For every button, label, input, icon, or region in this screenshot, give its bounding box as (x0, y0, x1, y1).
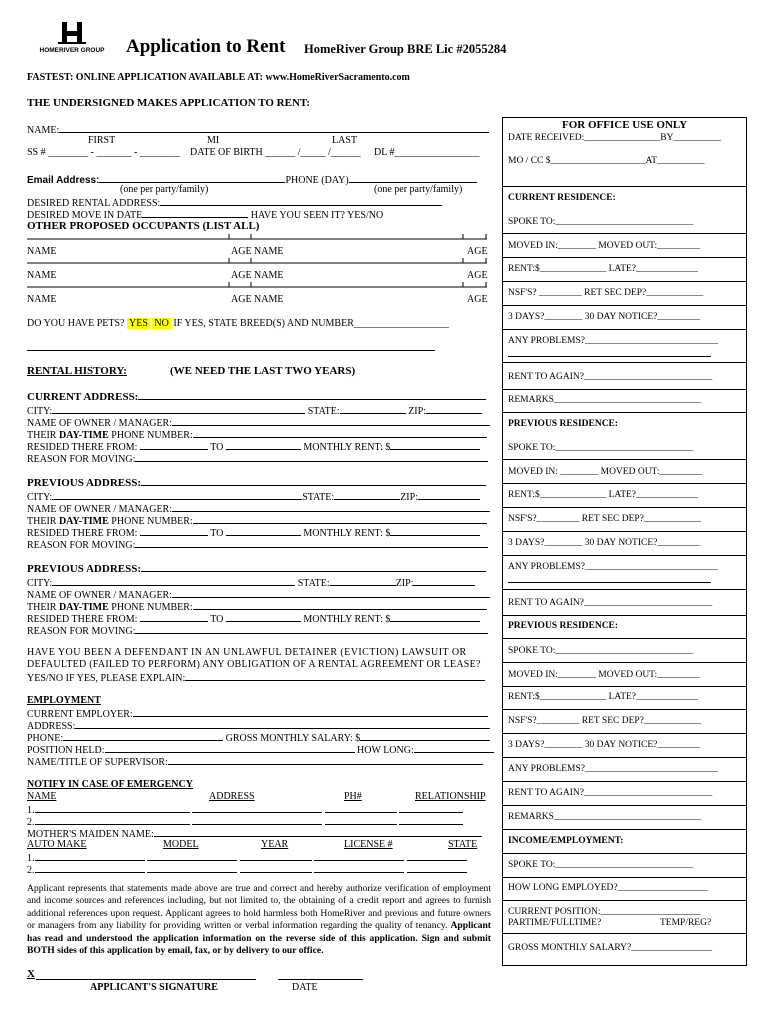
daytime-bold: DAY-TIME (58, 430, 109, 441)
gross-salary-label: GROSS MONTHLY SALARY: $ (225, 733, 361, 744)
office-sep (502, 877, 747, 878)
company-logo (39, 22, 105, 62)
owner-label: NAME OF OWNER / MANAGER: (27, 504, 172, 515)
auto-make-1[interactable] (35, 851, 145, 861)
defendant-line-2: DEFAULTED (FAILED TO PERFORM) ANY OBLIGATION OF A RENTAL AGREEMENT OR LEASE? (27, 659, 481, 670)
auto-license-2[interactable] (314, 863, 404, 873)
one-per-note-2: (one per party/family) (374, 184, 463, 195)
occupants-lines (27, 231, 492, 301)
emergency-ph-1[interactable] (325, 803, 397, 813)
position-field[interactable] (105, 743, 355, 753)
office-sep (502, 638, 747, 639)
monthly-rent-label: MONTHLY RENT: $ (303, 614, 391, 625)
auto-year-col: YEAR (261, 839, 289, 850)
to-label: TO (210, 442, 224, 453)
auto-year-1[interactable] (240, 851, 312, 861)
office-current-residence: CURRENT RESIDENCE: (508, 193, 616, 203)
current-reason-field[interactable] (135, 452, 488, 462)
current-state-field[interactable] (340, 404, 406, 414)
defendant-explain-label: YES/NO IF YES, PLEASE EXPLAIN: (27, 673, 186, 684)
occupant-age-name-3: AGE NAME (231, 294, 284, 305)
how-long-field[interactable] (414, 743, 494, 753)
pets-extra-line[interactable] (27, 350, 435, 351)
daytime-bold: DAY-TIME (58, 516, 109, 527)
row-number: 1. (27, 853, 35, 864)
daytime-prefix: THEIR (27, 516, 59, 527)
zip-label: ZIP: (395, 578, 414, 589)
phone-day-field[interactable] (349, 173, 477, 183)
office-heading: FOR OFFICE USE ONLY (562, 119, 688, 131)
employer-address-label: ADDRESS: (27, 721, 76, 732)
current-phone-field[interactable] (193, 428, 487, 438)
emergency-relationship-1[interactable] (399, 803, 463, 813)
office-previous-residence-1: PREVIOUS RESIDENCE: (508, 419, 619, 429)
state-label: STATE: (307, 406, 340, 417)
office-sep (502, 257, 747, 258)
seen-it-label: HAVE YOU SEEN IT? YES/NO (250, 210, 384, 221)
office-rent-again-1[interactable]: RENT TO AGAIN?___________________________ (508, 372, 713, 382)
occupant-name-label-1: NAME (27, 246, 57, 257)
date-label: DATE (292, 982, 318, 993)
emergency-address-2[interactable] (192, 815, 322, 825)
office-parttime[interactable]: PARTIME/FULLTIME? (508, 918, 602, 928)
current-city-field[interactable] (52, 404, 305, 414)
office-problems-3[interactable]: ANY PROBLEMS?____________________________ (508, 764, 718, 774)
previous-address-row-1 (27, 476, 486, 489)
emergency-heading: NOTIFY IN CASE OF EMERGENCY (27, 779, 193, 790)
prev1-reason-field[interactable] (135, 538, 488, 548)
reason-label: REASON FOR MOVING: (27, 626, 136, 637)
how-long-label: HOW LONG: (357, 745, 414, 756)
auto-make-2[interactable] (35, 863, 145, 873)
employer-field[interactable] (133, 707, 488, 717)
office-sep (502, 329, 747, 330)
prev1-phone-field[interactable] (193, 514, 487, 524)
office-sep (502, 853, 747, 854)
office-sep (502, 757, 747, 758)
office-rent-again-3[interactable]: RENT TO AGAIN?___________________________ (508, 788, 713, 798)
logo-text: HOMERIVER GROUP (39, 47, 105, 54)
office-sep (502, 281, 747, 282)
city-label: CITY: (27, 406, 53, 417)
monthly-rent-label: MONTHLY RENT: $ (303, 528, 391, 539)
previous-address-label-2: PREVIOUS ADDRESS: (27, 563, 141, 575)
employer-phone-field[interactable] (63, 731, 223, 741)
emergency-ph-2[interactable] (325, 815, 397, 825)
office-moved-1[interactable]: MOVED IN:________ MOVED OUT:_________ (508, 241, 700, 251)
statement-bold: Applicant has read and understood the application information on the reverse side of this application. Sign and submit BOTH sides of this application by email, fax, or by delivery to our office. (27, 920, 491, 957)
current-zip-field[interactable] (426, 404, 482, 414)
office-sep (502, 389, 747, 390)
daytime-suffix: PHONE NUMBER: (108, 602, 193, 613)
signature-x: X (27, 968, 35, 980)
employment-heading: EMPLOYMENT (27, 695, 101, 706)
move-in-field[interactable] (142, 208, 248, 218)
applicant-statement (27, 883, 491, 957)
occupant-age-label-1: AGE (467, 246, 488, 257)
prev2-reason-field[interactable] (135, 624, 488, 634)
dob-field[interactable]: DATE OF BIRTH ______ /_____ /______ (190, 147, 361, 158)
previous-address-field-1[interactable] (141, 476, 486, 486)
desired-address-field[interactable] (160, 196, 442, 206)
auto-state-2[interactable] (407, 863, 467, 873)
office-days-2[interactable]: 3 DAYS?________ 30 DAY NOTICE?_________ (508, 538, 701, 548)
office-moved-3[interactable]: MOVED IN:________ MOVED OUT:_________ (508, 670, 700, 680)
office-sep (502, 733, 747, 734)
pets-yes-option[interactable]: YES (129, 318, 148, 329)
row-number: 2. (27, 865, 35, 876)
current-owner-field[interactable] (172, 416, 490, 426)
office-sep (502, 829, 747, 830)
occupant-age-name-1: AGE NAME (231, 246, 284, 257)
auto-row-2 (27, 863, 467, 877)
daytime-prefix: THEIR (27, 430, 59, 441)
office-gross-salary[interactable]: GROSS MONTHLY SALARY?_________________ (508, 943, 713, 953)
zip-label: ZIP: (408, 406, 426, 417)
daytime-bold: DAY-TIME (58, 602, 109, 613)
gross-salary-field[interactable] (360, 731, 490, 741)
office-sep (502, 233, 747, 234)
current-address-label: CURRENT ADDRESS: (27, 391, 139, 403)
office-sep (502, 781, 747, 782)
emergency-name-1[interactable] (35, 803, 190, 813)
office-rent-3[interactable]: RENT:$______________ LATE?_____________ (508, 692, 698, 702)
emergency-address-1[interactable] (192, 803, 322, 813)
office-problems-2[interactable]: ANY PROBLEMS?____________________________ (508, 562, 718, 572)
occupants-heading: OTHER PROPOSED OCCUPANTS (LIST ALL) (27, 220, 260, 232)
current-rent-field[interactable] (390, 440, 480, 450)
office-sep (502, 805, 747, 806)
office-sep (502, 589, 747, 590)
current-to-field[interactable] (226, 440, 301, 450)
emergency-relationship-col: RELATIONSHIP (415, 791, 486, 802)
office-nsf-1[interactable]: NSF'S? _________ RET SEC DEP?____________ (508, 288, 704, 298)
office-nsf-2[interactable]: NSF'S?_________ RET SEC DEP?____________ (508, 514, 701, 524)
supervisor-label: NAME/TITLE OF SUPERVISOR: (27, 757, 168, 768)
office-spoke-to-1[interactable]: SPOKE TO:_____________________________ (508, 217, 694, 227)
city-label: CITY: (27, 492, 53, 503)
desired-address-label: DESIRED RENTAL ADDRESS: (27, 198, 161, 209)
current-reason-row (27, 452, 488, 466)
current-address-field[interactable] (138, 390, 486, 400)
first-label: FIRST (88, 135, 116, 146)
to-label: TO (210, 614, 224, 625)
date-field[interactable] (278, 979, 363, 980)
occupant-age-name-2: AGE NAME (231, 270, 284, 281)
emergency-name-2[interactable] (35, 815, 190, 825)
defendant-line-1: HAVE YOU BEEN A DEFENDANT IN AN UNLAWFUL DETAINER (EVICTION) LAWSUIT OR (27, 647, 467, 658)
city-label: CITY: (27, 578, 53, 589)
state-label: STATE: (297, 578, 330, 589)
occupant-name-label-2: NAME (27, 270, 57, 281)
owner-label: NAME OF OWNER / MANAGER: (27, 418, 172, 429)
phone-day-label: PHONE (DAY) (285, 175, 349, 186)
pets-breed-field[interactable]: IF YES, STATE BREED(S) AND NUMBER___________________ (173, 318, 449, 329)
office-sep (502, 507, 747, 508)
name-label: NAME: (27, 125, 60, 136)
office-days-1[interactable]: 3 DAYS?________ 30 DAY NOTICE?_________ (508, 312, 701, 322)
defendant-explain-field[interactable] (185, 671, 485, 681)
maiden-label: MOTHER'S MAIDEN NAME: (27, 829, 154, 840)
pets-row (27, 318, 449, 330)
resided-label: RESIDED THERE FROM: (27, 528, 138, 539)
rental-history-note: (WE NEED THE LAST TWO YEARS) (170, 365, 356, 377)
row-number: 2. (27, 817, 35, 828)
online-notice: FASTEST: ONLINE APPLICATION AVAILABLE AT: www.HomeRiverSacramento.com (27, 72, 410, 83)
prev1-from-field[interactable] (140, 526, 208, 536)
office-rent-2[interactable]: RENT:$______________ LATE?_____________ (508, 490, 698, 500)
last-label: LAST (332, 135, 357, 146)
prev2-zip-field[interactable] (413, 576, 475, 586)
previous-address-field-2[interactable] (141, 562, 486, 572)
office-rent-again-2[interactable]: RENT TO AGAIN?___________________________ (508, 598, 713, 608)
auto-model-1[interactable] (147, 851, 237, 861)
move-in-label: DESIRED MOVE IN DATE (27, 210, 143, 221)
office-sep (502, 933, 747, 934)
prev1-state-field[interactable] (334, 490, 400, 500)
prev2-to-field[interactable] (226, 612, 301, 622)
employer-label: CURRENT EMPLOYER: (27, 709, 133, 720)
office-date-received[interactable]: DATE RECEIVED:________________BY__________ (508, 133, 721, 143)
office-current-position[interactable]: CURRENT POSITION:_____________________ (508, 907, 701, 917)
daytime-suffix: PHONE NUMBER: (108, 430, 193, 441)
emergency-address-col: ADDRESS (209, 791, 255, 802)
pets-no-option[interactable]: NO (154, 318, 169, 329)
prev2-city-field[interactable] (52, 576, 295, 586)
current-address-row (27, 390, 486, 403)
maiden-row (27, 827, 482, 841)
signature-field[interactable] (36, 979, 256, 980)
office-sep (502, 305, 747, 306)
office-problems-1[interactable]: ANY PROBLEMS?____________________________ (508, 336, 718, 346)
resided-label: RESIDED THERE FROM: (27, 614, 138, 625)
previous-address-row-2 (27, 562, 486, 575)
prev2-phone-field[interactable] (193, 600, 487, 610)
ss-field[interactable]: SS # ________ - _______ - ________ (27, 147, 180, 158)
rental-history-heading: RENTAL HISTORY: (27, 365, 127, 377)
office-remarks-3[interactable]: REMARKS_______________________________ (508, 812, 702, 822)
office-sep (502, 709, 747, 710)
prev1-reason-row (27, 538, 488, 552)
owner-label: NAME OF OWNER / MANAGER: (27, 590, 172, 601)
office-sep (502, 412, 747, 413)
emergency-ph-col: PH# (344, 791, 362, 802)
mi-label: MI (207, 135, 220, 146)
prev1-to-field[interactable] (226, 526, 301, 536)
resided-label: RESIDED THERE FROM: (27, 442, 138, 453)
office-sep (502, 362, 747, 363)
prev1-rent-field[interactable] (390, 526, 480, 536)
office-moved-2[interactable]: MOVED IN: ________ MOVED OUT:_________ (508, 467, 703, 477)
auto-license-1[interactable] (314, 851, 404, 861)
occupant-name-label-3: NAME (27, 294, 57, 305)
reason-label: REASON FOR MOVING: (27, 540, 136, 551)
defendant-explain-row (27, 671, 485, 685)
maiden-field[interactable] (154, 827, 482, 837)
zip-label: ZIP: (400, 492, 418, 503)
occupant-age-label-2: AGE (467, 270, 488, 281)
prev2-owner-field[interactable] (172, 588, 490, 598)
office-spoke-to-3[interactable]: SPOKE TO:_____________________________ (508, 646, 694, 656)
supervisor-field[interactable] (168, 755, 483, 765)
previous-address-label-1: PREVIOUS ADDRESS: (27, 477, 141, 489)
office-problems-extra-1[interactable] (508, 356, 711, 357)
auto-model-col: MODEL (163, 839, 199, 850)
office-spoke-to-4[interactable]: SPOKE TO:_____________________________ (508, 860, 694, 870)
office-remarks-1[interactable]: REMARKS_______________________________ (508, 395, 702, 405)
office-sep (502, 900, 747, 901)
to-label: TO (210, 528, 224, 539)
pets-question: DO YOU HAVE PETS? (27, 318, 125, 329)
monthly-rent-label: MONTHLY RENT: $ (303, 442, 391, 453)
name-field[interactable] (59, 123, 489, 133)
auto-state-1[interactable] (407, 851, 467, 861)
emergency-relationship-2[interactable] (399, 815, 463, 825)
one-per-note-1: (one per party/family) (120, 184, 209, 195)
prev1-city-field[interactable] (52, 490, 302, 500)
office-sep (502, 483, 747, 484)
dl-field[interactable]: DL #_________________ (374, 147, 480, 158)
office-sep (502, 686, 747, 687)
page-subtitle: HomeRiver Group BRE Lic #2055284 (304, 42, 507, 56)
office-mo-cc[interactable]: MO / CC $____________________AT__________ (508, 156, 705, 166)
house-logo-icon (39, 22, 105, 62)
prev1-owner-field[interactable] (172, 502, 490, 512)
office-problems-extra-2[interactable] (508, 582, 711, 583)
supervisor-row (27, 755, 483, 769)
prev2-from-field[interactable] (140, 612, 208, 622)
office-sep (502, 615, 747, 616)
email-label: Email Address: (27, 175, 100, 186)
auto-license-col: LICENSE # (344, 839, 393, 850)
occupant-age-label-3: AGE (467, 294, 488, 305)
prev2-reason-row (27, 624, 488, 638)
reason-label: REASON FOR MOVING: (27, 454, 136, 465)
prev2-state-field[interactable] (330, 576, 396, 586)
prev2-rent-field[interactable] (390, 612, 480, 622)
office-residence-box (502, 186, 747, 966)
signature-label: APPLICANT'S SIGNATURE (90, 982, 218, 993)
statement-text: Applicant represents that statements made above are true and correct and hereby authorize verification of employment and income sources and references including, but not limited to, the obtaining of a credit report and agrees to furnish additional references upon request. Applicant agrees to hold harmless both HomeRiver and previous and future owners or managers from any liability for providing written or verbal information regarding the quality of tenancy. (27, 883, 491, 932)
office-sep (502, 459, 747, 460)
office-days-3[interactable]: 3 DAYS?________ 30 DAY NOTICE?_________ (508, 740, 701, 750)
state-label: STATE: (302, 492, 335, 503)
undersigned-heading: THE UNDERSIGNED MAKES APPLICATION TO RENT: (27, 97, 311, 109)
office-rent-1[interactable]: RENT:$______________ LATE?_____________ (508, 264, 698, 274)
prev1-zip-field[interactable] (418, 490, 480, 500)
office-previous-residence-2: PREVIOUS RESIDENCE: (508, 621, 619, 631)
employer-phone-label: PHONE: (27, 733, 64, 744)
daytime-suffix: PHONE NUMBER: (108, 516, 193, 527)
auto-state-col: STATE (448, 839, 478, 850)
auto-make-col: AUTO MAKE (27, 839, 87, 850)
employer-address-field[interactable] (75, 719, 490, 729)
office-income-employment: INCOME/EMPLOYMENT: (508, 836, 624, 846)
office-nsf-3[interactable]: NSF'S?_________ RET SEC DEP?____________ (508, 716, 701, 726)
row-number: 1. (27, 805, 35, 816)
daytime-prefix: THEIR (27, 602, 59, 613)
office-sep (502, 662, 747, 663)
page-title: Application to Rent (126, 36, 286, 57)
office-sep (502, 531, 747, 532)
office-how-long[interactable]: HOW LONG EMPLOYED?___________________ (508, 883, 708, 893)
current-from-field[interactable] (140, 440, 208, 450)
emergency-name-col: NAME (27, 791, 57, 802)
auto-model-2[interactable] (147, 863, 237, 873)
email-field[interactable] (99, 173, 285, 183)
office-spoke-to-2[interactable]: SPOKE TO:_____________________________ (508, 443, 694, 453)
office-sep (502, 555, 747, 556)
position-label: POSITION HELD: (27, 745, 105, 756)
office-temp-reg[interactable]: TEMP/REG? (660, 918, 712, 928)
auto-year-2[interactable] (240, 863, 312, 873)
